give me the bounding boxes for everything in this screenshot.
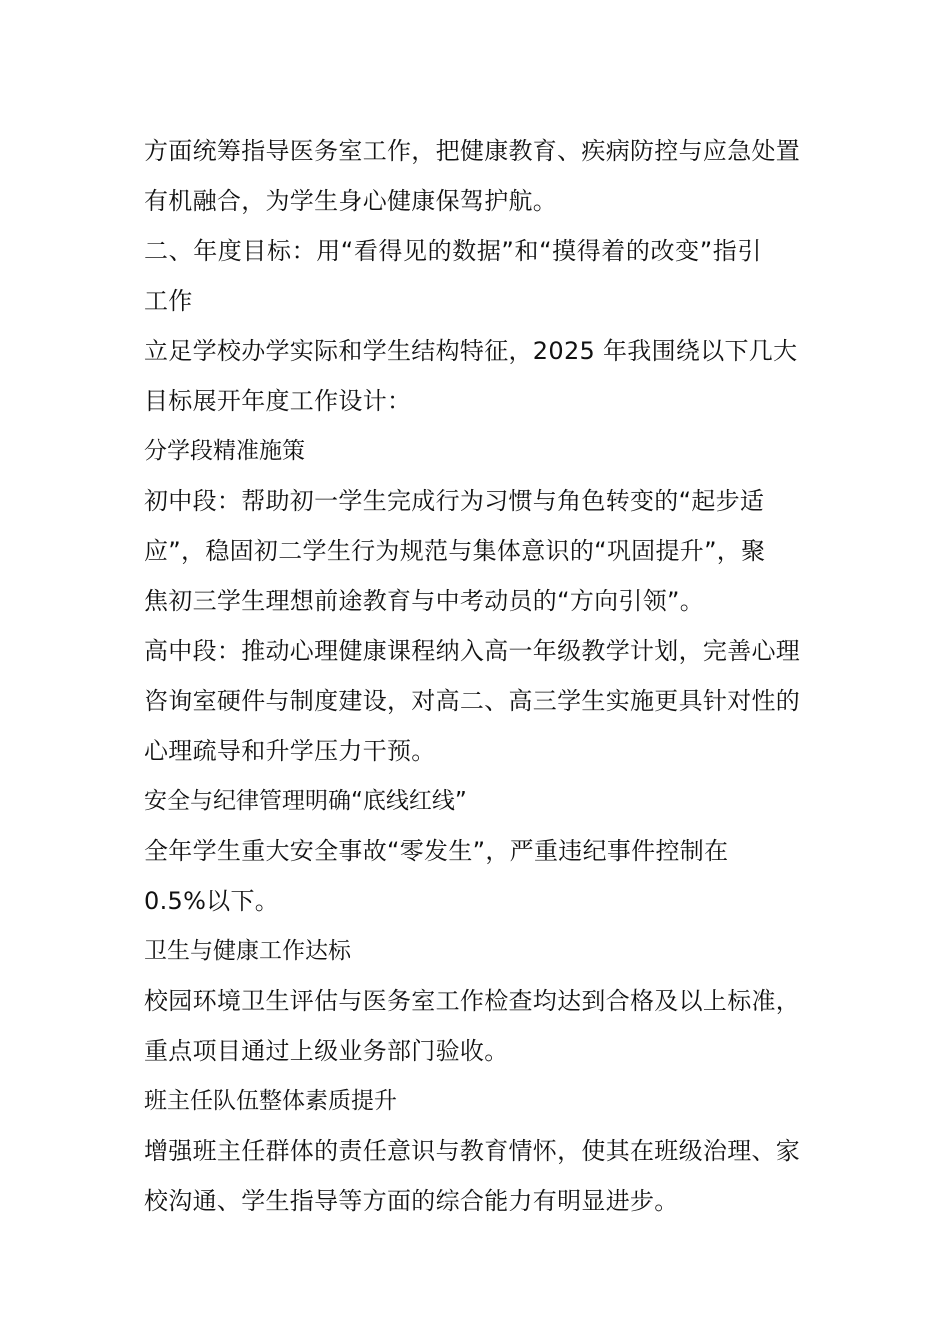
paragraph-line: 初中段：帮助初一学生完成行为习惯与角色转变的“起步适 <box>144 487 765 515</box>
subheading-head-teacher-team: 班主任队伍整体素质提升 <box>144 1088 397 1114</box>
paragraph-line: 咨询室硬件与制度建设，对高二、高三学生实施更具针对性的 <box>144 687 801 715</box>
section-heading-continued: 工作 <box>144 287 193 315</box>
paragraph-line: 0.5%以下。 <box>144 887 280 915</box>
paragraph-line: 心理疏导和升学压力干预。 <box>144 737 436 765</box>
subheading-health-hygiene: 卫生与健康工作达标 <box>144 938 351 964</box>
paragraph-line: 目标展开年度工作设计： <box>144 387 412 415</box>
section-heading: 二、年度目标：用“看得见的数据”和“摸得着的改变”指引 <box>144 237 762 265</box>
paragraph-line: 校园环境卫生评估与医务室工作检查均达到合格及以上标准， <box>144 987 801 1015</box>
paragraph-line: 立足学校办学实际和学生结构特征，2025 年我围绕以下几大 <box>144 337 798 365</box>
paragraph-line: 校沟通、学生指导等方面的综合能力有明显进步。 <box>144 1187 679 1215</box>
subheading-safety-discipline: 安全与纪律管理明确“底线红线” <box>144 788 467 814</box>
paragraph-line: 有机融合，为学生身心健康保驾护航。 <box>144 187 558 215</box>
document-body <box>144 126 814 1226</box>
subheading-stage-strategy: 分学段精准施策 <box>144 438 305 464</box>
paragraph-line: 增强班主任群体的责任意识与教育情怀，使其在班级治理、家 <box>144 1137 801 1165</box>
paragraph-line: 全年学生重大安全事故“零发生”，严重违纪事件控制在 <box>144 837 729 865</box>
paragraph-line: 重点项目通过上级业务部门验收。 <box>144 1037 509 1065</box>
paragraph-line: 焦初三学生理想前途教育与中考动员的“方向引领”。 <box>144 587 705 615</box>
paragraph-line: 高中段：推动心理健康课程纳入高一年级教学计划，完善心理 <box>144 637 801 665</box>
paragraph-line: 应”，稳固初二学生行为规范与集体意识的“巩固提升”，聚 <box>144 537 766 565</box>
paragraph-line: 方面统筹指导医务室工作，把健康教育、疾病防控与应急处置 <box>144 137 801 165</box>
